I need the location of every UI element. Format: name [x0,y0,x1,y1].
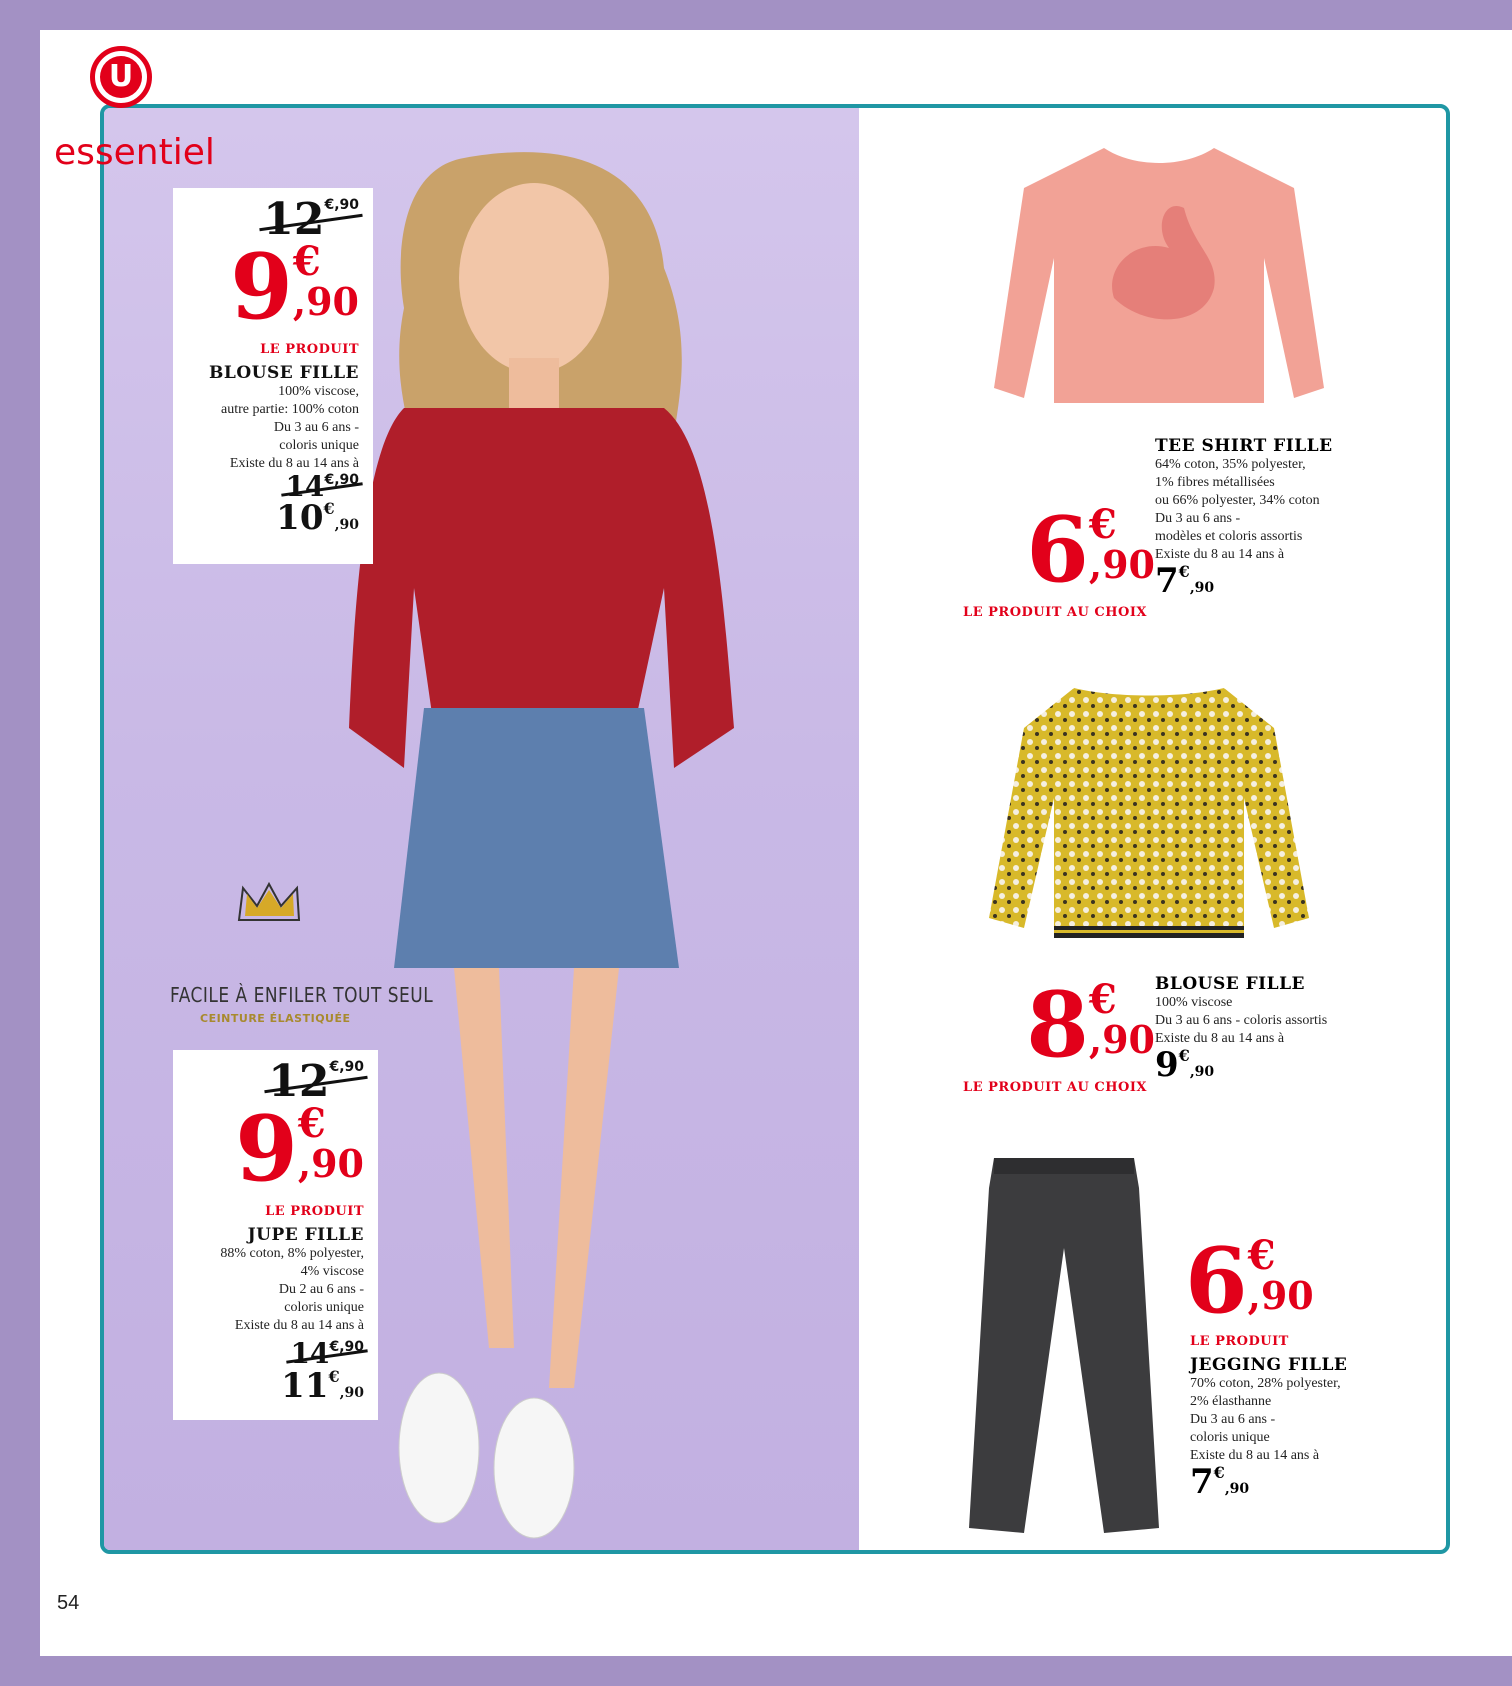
old-price: $12^{€,90}$ [263,194,359,245]
product-name: BLOUSE FILLE [1155,974,1305,994]
price-label: LE PRODUIT [1190,1334,1289,1349]
product-description: 100% viscose Du 3 au 6 ans - coloris assortis Existe du 8 au 14 ans à [1155,995,1328,1046]
product-name: JEGGING FILLE [1190,1355,1348,1375]
price-label: LE PRODUIT [260,342,359,357]
tee-shirt-image [994,138,1324,408]
price-label: LE PRODUIT AU CHOIX [963,1080,1147,1095]
alt-price: 7€,90 [1190,1462,1250,1502]
yellow-blouse-image [984,668,1314,948]
current-price: 6€ ,90 [1026,497,1155,603]
current-price: 9€ ,90 [230,234,359,340]
price-label: LE PRODUIT AU CHOIX [963,605,1147,620]
alt-price: 11€,90 [281,1366,364,1406]
price-card-blouse [173,188,373,564]
slogan-subtitle: CEINTURE ÉLASTIQUÉE [200,1012,351,1025]
current-price: 8€ ,90 [1026,972,1155,1078]
current-price: 9€ ,90 [235,1096,364,1202]
brand-logo [40,42,215,178]
alt-price: 10€,90 [276,498,359,538]
product-description: 100% viscose, autre partie: 100% coton Du 3 au 6 ans - coloris unique Existe du 8 au 14 ans à [220,384,359,471]
product-name: JUPE FILLE [247,1225,364,1245]
tee-shirt-price [955,497,1155,625]
alt-price: 7€,90 [1155,561,1215,601]
product-name: TEE SHIRT FILLE [1155,436,1333,456]
u-logo-icon: U [90,46,152,108]
alt-old-price: $14^{€,90}$ [285,470,359,503]
product-description: 88% coton, 8% polyester, 4% viscose Du 2 au 6 ans - coloris unique Existe du 8 au 14 ans à [220,1246,364,1333]
price-label: LE PRODUIT [265,1204,364,1219]
current-price: 6€ ,90 [1185,1228,1314,1334]
brand-logo-text: essentiel [54,132,215,173]
alt-price: 9€,90 [1155,1045,1215,1085]
page-number: 54 [57,1592,80,1614]
old-price: $12^{€,90}$ [268,1056,364,1107]
slogan: FACILE À ENFILER TOUT SEUL [170,984,434,1008]
jegging-info [1190,1334,1410,1502]
jegging-image [964,1158,1164,1538]
price-card-jupe [173,1050,378,1420]
product-description: 64% coton, 35% polyester, 1% fibres métallisées ou 66% polyester, 34% coton Du 3 au 6 ans - modèles et coloris assortis Existe du 8 au 14 ans à [1155,457,1320,562]
crown-icon [235,880,305,924]
jegging-price [1185,1228,1365,1334]
tee-shirt-info [1155,436,1415,601]
blouse-right-price [955,972,1155,1100]
alt-old-price: $14^{€,90}$ [290,1337,364,1370]
blouse-right-info [1155,974,1415,1085]
product-name: BLOUSE FILLE [209,363,359,383]
product-description: 70% coton, 28% polyester, 2% élasthanne Du 3 au 6 ans - coloris unique Existe du 8 au 14 ans à [1190,1376,1341,1463]
